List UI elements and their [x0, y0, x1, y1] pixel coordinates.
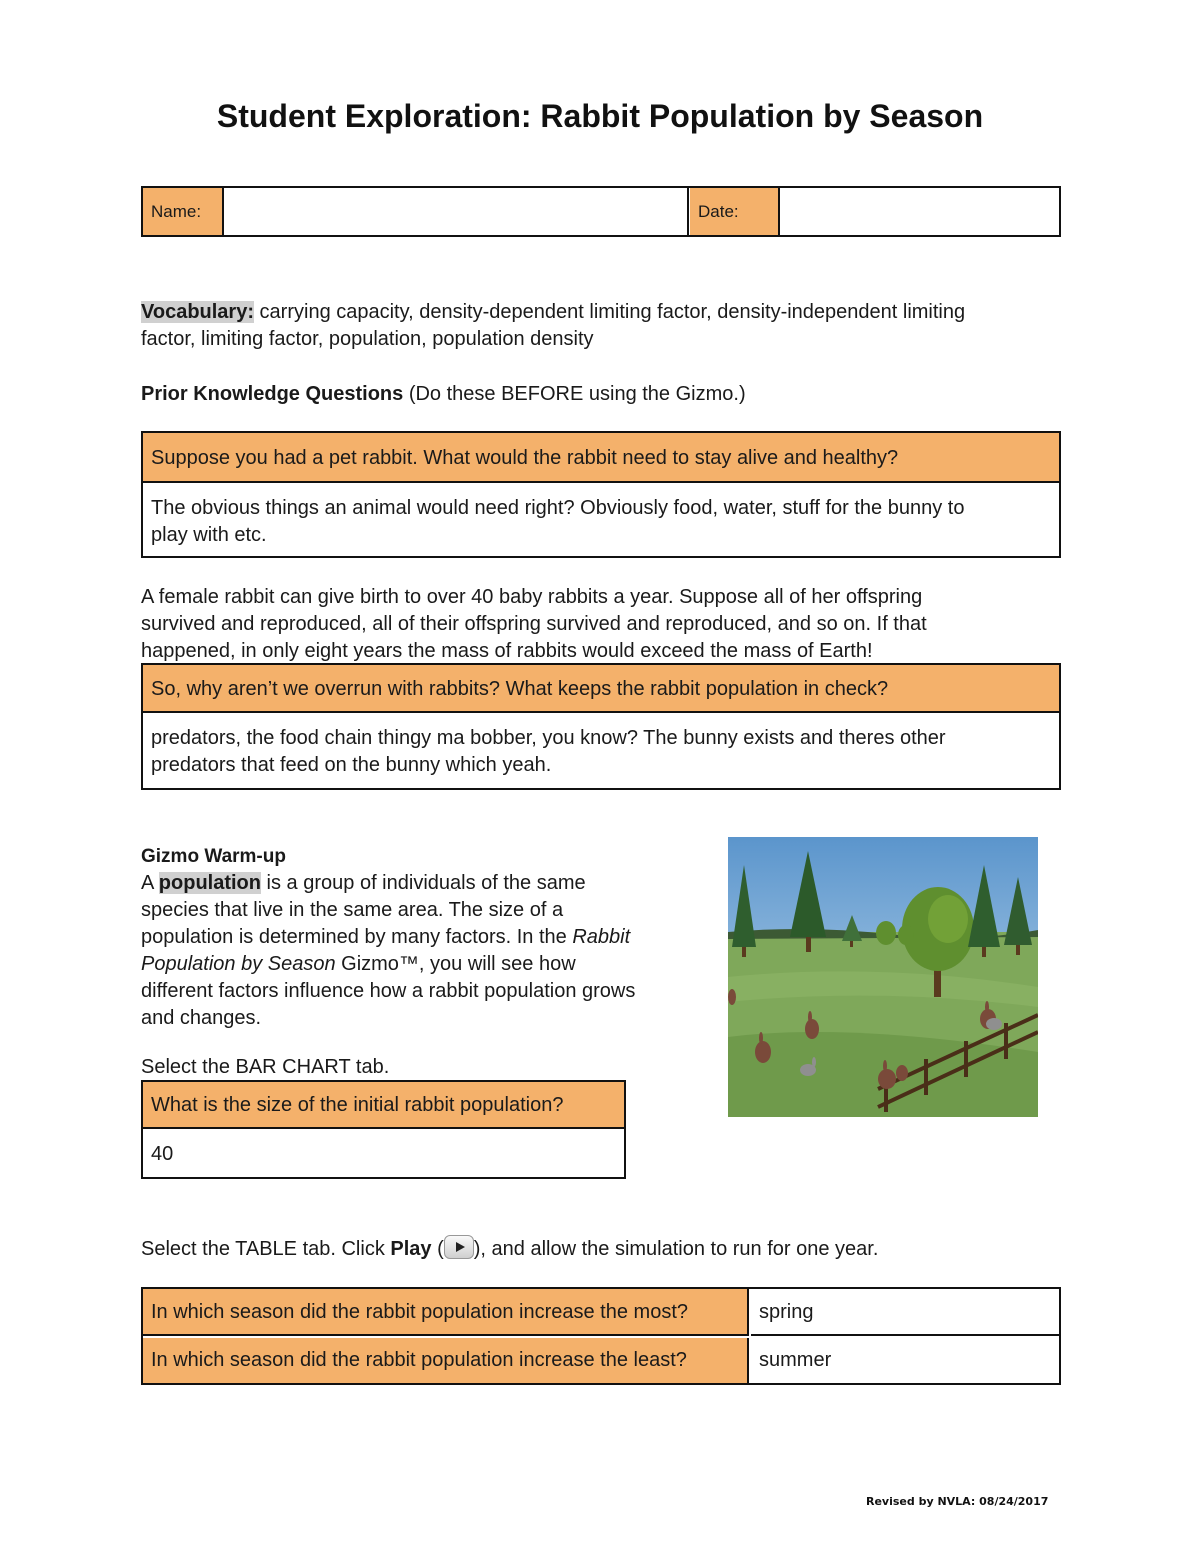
- prior-knowledge-title: Prior Knowledge Questions: [141, 383, 404, 405]
- season-answer-2[interactable]: summer: [759, 1349, 832, 1371]
- play-icon[interactable]: [444, 1235, 474, 1259]
- page-title: Student Exploration: Rabbit Population by Season: [216, 98, 984, 134]
- instruction-text: Select the TABLE tab. Click: [141, 1238, 391, 1260]
- vocabulary-label: Vocabulary:: [141, 301, 254, 323]
- warmup-text: and changes.: [141, 1007, 262, 1029]
- rabbit-paragraph: [141, 584, 1071, 665]
- season-answer-1[interactable]: spring: [751, 1289, 1059, 1336]
- warmup-section: [141, 843, 701, 1032]
- name-date-table: [141, 186, 1061, 237]
- warmup-text: species that live in the same area. The size of a: [141, 899, 564, 921]
- gizmo-title-italic: Population by Season: [141, 953, 336, 975]
- prior-knowledge-heading: [141, 381, 1071, 408]
- season-question-1: In which season did the rabbit population increase the most?: [143, 1289, 749, 1336]
- vocabulary: [141, 299, 1071, 353]
- season-table: [141, 1287, 1061, 1385]
- name-field[interactable]: [226, 188, 689, 235]
- answer-3[interactable]: 40: [151, 1143, 174, 1165]
- answer-2[interactable]: [143, 715, 1059, 788]
- name-underline: [398, 235, 688, 237]
- instruction-text: (: [431, 1238, 444, 1260]
- revision-footer: Revised by NVLA: 08/24/2017: [866, 1495, 1049, 1508]
- warmup-text: A: [141, 872, 159, 894]
- name-label: Name:: [143, 188, 224, 235]
- warmup-text: population is determined by many factors. In the: [141, 926, 573, 948]
- date-label: Date:: [690, 188, 780, 235]
- season-question-2: In which season did the rabbit population increase the least?: [143, 1338, 749, 1383]
- question-1: Suppose you had a pet rabbit. What would the rabbit need to stay alive and healthy?: [143, 433, 1059, 483]
- date-field[interactable]: [782, 188, 1059, 235]
- vocabulary-line-1: carrying capacity, density-dependent limiting factor, density-independent limiting: [254, 301, 966, 323]
- paragraph-line-2: survived and reproduced, all of their offspring survived and reproduced, and so on. If that: [141, 613, 927, 635]
- answer-1[interactable]: [143, 485, 1059, 556]
- question-3: What is the size of the initial rabbit population?: [143, 1082, 624, 1129]
- name-underline: [250, 235, 362, 237]
- warmup-text: Gizmo™, you will see how: [335, 953, 576, 975]
- table-instruction: [141, 1236, 1071, 1263]
- question-table-2: [141, 663, 1061, 790]
- answer-2-line-1: predators, the food chain thingy ma bobber, you know? The bunny exists and theres other: [151, 727, 946, 749]
- play-label: Play: [390, 1238, 432, 1260]
- prior-knowledge-note: (Do these BEFORE using the Gizmo.): [403, 383, 746, 405]
- population-term: population: [158, 872, 261, 894]
- warmup-text: different factors influence how a rabbit population grows: [141, 980, 636, 1002]
- warmup-heading: Gizmo Warm-up: [141, 846, 286, 867]
- answer-2-line-2: predators that feed on the bunny which yeah.: [151, 754, 552, 776]
- question-2: So, why aren’t we overrun with rabbits? What keeps the rabbit population in check?: [143, 665, 1059, 713]
- instruction-text: ), and allow the simulation to run for one year.: [473, 1238, 879, 1260]
- select-bar-chart-instruction: Select the BAR CHART tab.: [141, 1056, 390, 1078]
- question-table-1: [141, 431, 1061, 558]
- answer-1-line-1: The obvious things an animal would need right? Obviously food, water, stuff for the bunny to: [151, 497, 965, 519]
- vocabulary-line-2: factor, limiting factor, population, population density: [141, 328, 594, 350]
- question-table-3: [141, 1080, 626, 1179]
- paragraph-line-1: A female rabbit can give birth to over 40 baby rabbits a year. Suppose all of her offspring: [141, 586, 923, 608]
- paragraph-line-3: happened, in only eight years the mass of rabbits would exceed the mass of Earth!: [141, 640, 873, 662]
- gizmo-title-italic: Rabbit: [572, 926, 631, 948]
- gizmo-meadow-image: [728, 837, 1038, 1117]
- answer-1-line-2: play with etc.: [151, 524, 267, 546]
- warmup-text: is a group of individuals of the same: [261, 872, 586, 894]
